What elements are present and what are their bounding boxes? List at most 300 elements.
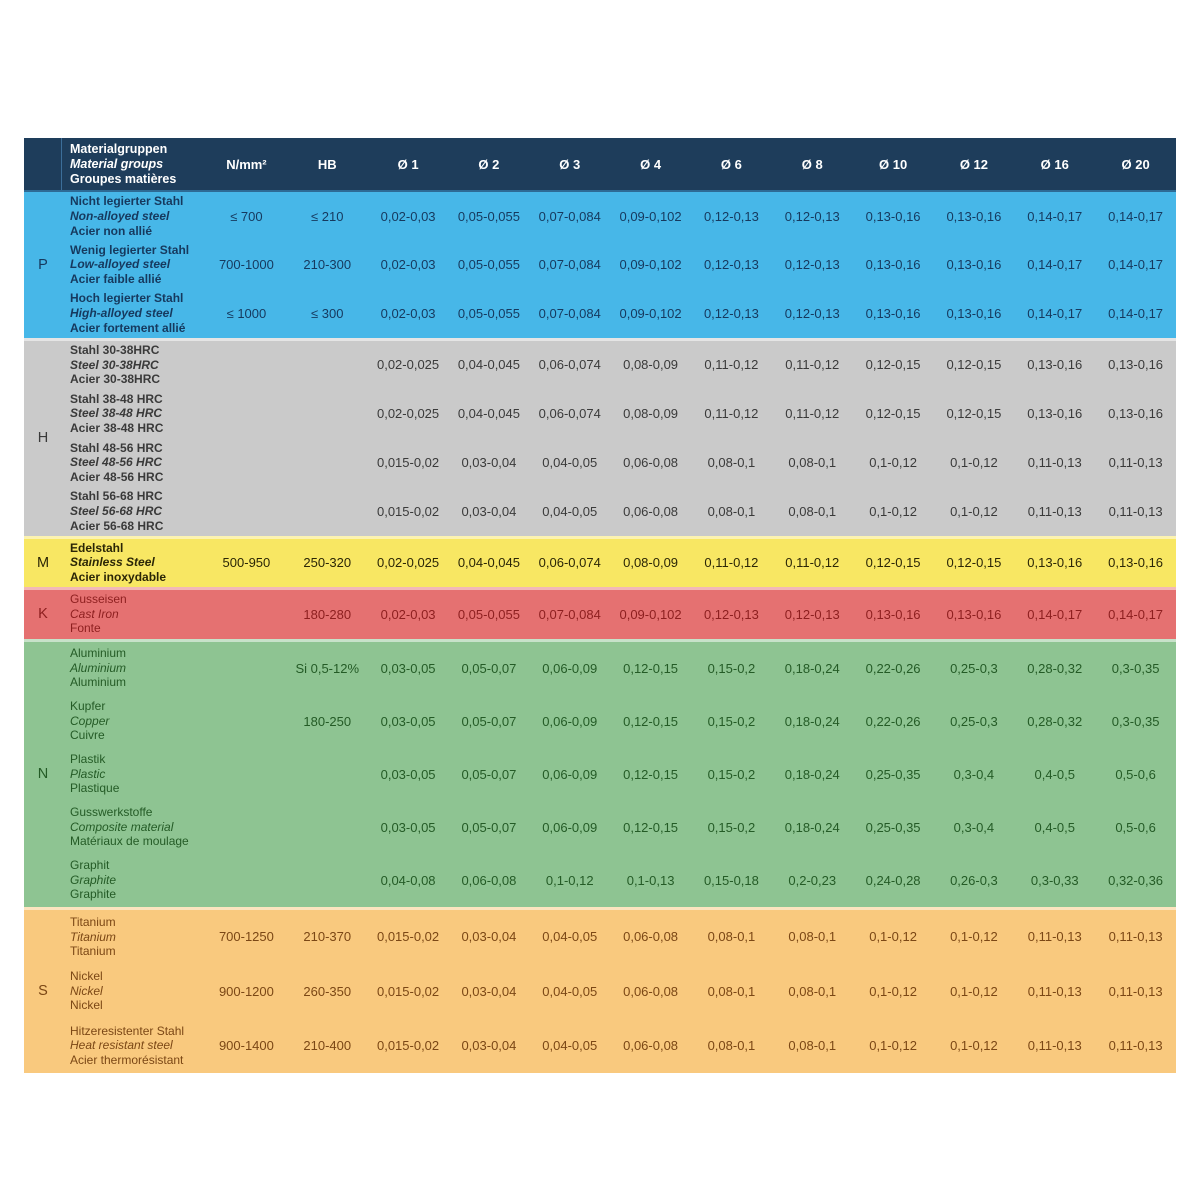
feed-value-d12: 0,12-0,15	[946, 357, 1002, 373]
material-label-fr: Acier thermorésistant	[70, 1052, 184, 1067]
header-diameter-Ø12: Ø 12	[959, 156, 988, 172]
material-label-de: Stahl 48-56 HRC	[70, 440, 163, 455]
material-groups-table	[24, 138, 1176, 1073]
material-label-fr: Acier 38-48 HRC	[70, 420, 164, 435]
feed-value-d2: 0,06-0,08	[461, 872, 517, 888]
feed-value-d8: 0,18-0,24	[784, 660, 840, 676]
feed-value-d16: 0,28-0,32	[1027, 713, 1083, 729]
material-name-cell	[62, 243, 206, 287]
feed-value-d3: 0,06-0,074	[538, 406, 601, 422]
material-label-fr: Aluminium	[70, 675, 127, 690]
feed-value-d20: 0,3-0,35	[1111, 660, 1160, 676]
feed-value-d10: 0,1-0,12	[869, 983, 917, 999]
feed-value-d12: 0,13-0,16	[946, 257, 1002, 273]
material-name-cell	[62, 915, 206, 959]
feed-value-d12: 0,1-0,12	[950, 503, 998, 519]
table-row	[24, 748, 1176, 801]
hb-value: 250-320	[303, 555, 352, 571]
feed-value-d8: 0,12-0,13	[784, 606, 840, 622]
feed-value-d20: 0,13-0,16	[1108, 555, 1164, 571]
feed-value-d16: 0,13-0,16	[1027, 555, 1083, 571]
material-name-cell	[62, 752, 206, 796]
feed-value-d6: 0,11-0,12	[704, 406, 759, 422]
hb-value: 180-280	[303, 606, 352, 622]
material-label-en: Aluminium	[70, 660, 127, 675]
material-label-de: Titanium	[70, 914, 116, 929]
feed-value-d1: 0,03-0,05	[380, 819, 436, 835]
feed-value-d4: 0,12-0,15	[623, 766, 679, 782]
feed-value-d6: 0,08-0,1	[707, 454, 756, 470]
section-H	[24, 338, 1176, 536]
feed-value-d10: 0,12-0,15	[865, 357, 921, 373]
feed-value-d16: 0,14-0,17	[1027, 305, 1083, 321]
feed-value-d8: 0,08-0,1	[788, 983, 837, 999]
nmm2-value: 700-1250	[218, 929, 274, 945]
feed-value-d1: 0,02-0,025	[376, 357, 440, 373]
material-label-en: High-alloyed steel	[70, 305, 173, 320]
feed-value-d1: 0,03-0,05	[380, 766, 436, 782]
material-name-cell	[62, 699, 206, 743]
feed-value-d12: 0,12-0,15	[946, 555, 1002, 571]
feed-value-d3: 0,04-0,05	[542, 983, 598, 999]
header-diameter-Ø4: Ø 4	[640, 156, 662, 172]
material-label-de: Edelstahl	[70, 540, 124, 555]
feed-value-d16: 0,28-0,32	[1027, 660, 1083, 676]
material-label-fr: Acier faible allié	[70, 272, 162, 287]
feed-value-d6: 0,15-0,2	[707, 766, 756, 782]
material-label-de: Hitzeresistenter Stahl	[70, 1023, 185, 1038]
feed-value-d2: 0,05-0,07	[461, 713, 517, 729]
table-row	[24, 854, 1176, 907]
hb-value: ≤ 210	[311, 208, 344, 224]
group-letter-N: N	[37, 766, 49, 783]
header-diameter-Ø10: Ø 10	[878, 156, 908, 172]
feed-value-d20: 0,32-0,36	[1108, 872, 1164, 888]
feed-value-d8: 0,11-0,12	[785, 357, 840, 373]
feed-value-d6: 0,15-0,2	[707, 713, 756, 729]
feed-value-d4: 0,09-0,102	[619, 257, 682, 273]
table-row	[24, 389, 1176, 438]
material-label-de: Nicht legierter Stahl	[70, 194, 184, 209]
feed-value-d1: 0,02-0,025	[376, 555, 440, 571]
feed-value-d6: 0,08-0,1	[707, 503, 756, 519]
feed-value-d20: 0,11-0,13	[1108, 1037, 1163, 1053]
feed-value-d2: 0,04-0,045	[457, 357, 520, 373]
feed-value-d10: 0,24-0,28	[865, 872, 921, 888]
header-diameter-Ø1: Ø 1	[397, 156, 419, 172]
material-name-cell	[62, 392, 206, 436]
material-name-cell	[62, 646, 206, 690]
feed-value-d8: 0,12-0,13	[784, 305, 840, 321]
feed-value-d12: 0,13-0,16	[946, 606, 1002, 622]
material-label-fr: Acier non allié	[70, 223, 153, 238]
material-label-en: Cast Iron	[70, 606, 119, 621]
feed-value-d20: 0,11-0,13	[1108, 503, 1163, 519]
material-label-fr: Nickel	[70, 998, 103, 1013]
feed-value-d2: 0,03-0,04	[461, 1037, 517, 1053]
feed-value-d12: 0,1-0,12	[950, 454, 998, 470]
material-name-cell	[62, 291, 206, 335]
material-label-en: Low-alloyed steel	[70, 257, 171, 272]
material-label-de: Gusswerkstoffe	[70, 805, 153, 820]
feed-value-d2: 0,05-0,055	[457, 208, 520, 224]
feed-value-d6: 0,12-0,13	[703, 208, 759, 224]
material-name-cell	[62, 541, 206, 585]
feed-value-d1: 0,02-0,03	[380, 305, 436, 321]
header-nmm2: N/mm²	[226, 156, 267, 172]
feed-value-d6: 0,08-0,1	[707, 929, 756, 945]
nmm2-value: 900-1400	[218, 1037, 274, 1053]
material-name-cell	[62, 194, 206, 238]
material-name-cell	[62, 969, 206, 1013]
feed-value-d16: 0,11-0,13	[1027, 454, 1082, 470]
feed-value-d4: 0,06-0,08	[623, 503, 679, 519]
feed-value-d10: 0,12-0,15	[865, 406, 921, 422]
feed-value-d2: 0,05-0,055	[457, 606, 520, 622]
feed-value-d1: 0,015-0,02	[376, 983, 440, 999]
feed-value-d3: 0,06-0,09	[542, 713, 598, 729]
feed-value-d3: 0,06-0,09	[542, 660, 598, 676]
feed-value-d1: 0,015-0,02	[376, 1037, 440, 1053]
feed-value-d6: 0,12-0,13	[703, 606, 759, 622]
feed-value-d10: 0,1-0,12	[869, 1037, 917, 1053]
feed-value-d1: 0,02-0,03	[380, 606, 436, 622]
feed-value-d16: 0,11-0,13	[1027, 1037, 1082, 1053]
feed-value-d3: 0,06-0,09	[542, 766, 598, 782]
feed-value-d6: 0,11-0,12	[704, 357, 759, 373]
feed-value-d4: 0,09-0,102	[619, 606, 682, 622]
feed-value-d16: 0,11-0,13	[1027, 503, 1082, 519]
feed-value-d10: 0,22-0,26	[865, 660, 921, 676]
feed-value-d2: 0,04-0,045	[457, 555, 520, 571]
hb-value: 180-250	[303, 713, 352, 729]
feed-value-d6: 0,15-0,2	[707, 660, 756, 676]
feed-value-d2: 0,05-0,07	[461, 819, 517, 835]
material-label-en: Graphite	[70, 872, 117, 887]
feed-value-d6: 0,15-0,2	[707, 819, 756, 835]
material-label-fr: Graphite	[70, 887, 117, 902]
feed-value-d2: 0,03-0,04	[461, 454, 517, 470]
table-row	[24, 539, 1176, 587]
material-name-cell	[62, 441, 206, 485]
table-header-row	[24, 138, 1176, 192]
feed-value-d8: 0,12-0,13	[784, 208, 840, 224]
section-M	[24, 536, 1176, 587]
feed-value-d4: 0,06-0,08	[623, 929, 679, 945]
hb-value: 210-400	[303, 1037, 352, 1053]
nmm2-value: ≤ 1000	[226, 305, 267, 321]
feed-value-d8: 0,08-0,1	[788, 503, 837, 519]
feed-value-d4: 0,09-0,102	[619, 305, 682, 321]
feed-value-d20: 0,14-0,17	[1108, 257, 1164, 273]
feed-value-d16: 0,3-0,33	[1030, 872, 1079, 888]
feed-value-d1: 0,015-0,02	[376, 454, 440, 470]
table-row	[24, 241, 1176, 290]
feed-value-d10: 0,22-0,26	[865, 713, 921, 729]
feed-value-d16: 0,13-0,16	[1027, 357, 1083, 373]
material-label-en: Composite material	[70, 819, 174, 834]
material-label-de: Wenig legierter Stahl	[70, 242, 190, 257]
table-row	[24, 192, 1176, 241]
feed-value-d2: 0,05-0,07	[461, 660, 517, 676]
hb-value: 210-370	[303, 929, 352, 945]
feed-value-d20: 0,11-0,13	[1108, 929, 1163, 945]
feed-value-d20: 0,11-0,13	[1108, 454, 1163, 470]
material-label-fr: Cuivre	[70, 728, 105, 743]
header-material-en: Material groups	[70, 156, 164, 171]
feed-value-d16: 0,14-0,17	[1027, 257, 1083, 273]
table-row	[24, 801, 1176, 854]
feed-value-d8: 0,08-0,1	[788, 929, 837, 945]
feed-value-d12: 0,1-0,12	[950, 983, 998, 999]
feed-value-d10: 0,25-0,35	[865, 766, 921, 782]
feed-value-d20: 0,5-0,6	[1115, 819, 1156, 835]
feed-value-d8: 0,18-0,24	[784, 819, 840, 835]
material-label-de: Hoch legierter Stahl	[70, 291, 184, 306]
nmm2-value: 700-1000	[218, 257, 274, 273]
section-S	[24, 907, 1176, 1073]
feed-value-d3: 0,07-0,084	[538, 305, 601, 321]
feed-value-d10: 0,13-0,16	[865, 305, 921, 321]
material-label-de: Nickel	[70, 969, 103, 984]
feed-value-d12: 0,1-0,12	[950, 1037, 998, 1053]
feed-value-d3: 0,04-0,05	[542, 1037, 598, 1053]
feed-value-d4: 0,12-0,15	[623, 713, 679, 729]
material-label-en: Nickel	[70, 983, 103, 998]
group-letter-P: P	[38, 256, 48, 273]
material-name-cell	[62, 858, 206, 902]
material-label-en: Steel 30-38HRC	[70, 357, 159, 372]
header-diameter-Ø16: Ø 16	[1040, 156, 1069, 172]
header-material-fr: Groupes matières	[70, 171, 177, 186]
feed-value-d8: 0,2-0,23	[788, 872, 837, 888]
feed-value-d12: 0,25-0,3	[950, 660, 998, 676]
feed-value-d8: 0,11-0,12	[785, 555, 840, 571]
feed-value-d4: 0,06-0,08	[623, 454, 679, 470]
feed-value-d4: 0,08-0,09	[623, 357, 679, 373]
header-letter-column-cell	[24, 138, 62, 190]
feed-value-d4: 0,09-0,102	[619, 208, 682, 224]
feed-value-d1: 0,015-0,02	[376, 503, 440, 519]
material-label-fr: Acier inoxydable	[70, 569, 167, 584]
feed-value-d6: 0,08-0,1	[707, 983, 756, 999]
feed-value-d20: 0,3-0,35	[1111, 713, 1160, 729]
feed-value-d1: 0,03-0,05	[380, 713, 436, 729]
table-row	[24, 1018, 1176, 1072]
feed-value-d16: 0,11-0,13	[1027, 983, 1082, 999]
table-row	[24, 590, 1176, 639]
header-diameter-Ø3: Ø 3	[559, 156, 581, 172]
feed-value-d10: 0,1-0,12	[869, 503, 917, 519]
material-label-fr: Matériaux de moulage	[70, 834, 189, 849]
feed-value-d2: 0,03-0,04	[461, 929, 517, 945]
header-diameter-Ø6: Ø 6	[720, 156, 742, 172]
feed-value-d10: 0,1-0,12	[869, 454, 917, 470]
feed-value-d3: 0,1-0,12	[545, 872, 594, 888]
nmm2-value: 500-950	[222, 555, 271, 571]
feed-value-d8: 0,11-0,12	[785, 406, 840, 422]
feed-value-d8: 0,18-0,24	[784, 713, 840, 729]
feed-value-d20: 0,13-0,16	[1108, 406, 1164, 422]
material-label-en: Non-alloyed steel	[70, 208, 170, 223]
section-K	[24, 587, 1176, 639]
feed-value-d16: 0,14-0,17	[1027, 606, 1083, 622]
feed-value-d12: 0,13-0,16	[946, 305, 1002, 321]
feed-value-d3: 0,06-0,074	[538, 555, 601, 571]
feed-value-d12: 0,25-0,3	[950, 713, 998, 729]
feed-value-d4: 0,06-0,08	[623, 1037, 679, 1053]
nmm2-value: 900-1200	[218, 983, 274, 999]
nmm2-value: ≤ 700	[230, 208, 263, 224]
feed-value-d10: 0,13-0,16	[865, 257, 921, 273]
feed-value-d4: 0,1-0,13	[626, 872, 675, 888]
feed-value-d2: 0,05-0,07	[461, 766, 517, 782]
material-name-cell	[62, 343, 206, 387]
hb-value: Si 0,5-12%	[295, 660, 360, 676]
feed-value-d6: 0,08-0,1	[707, 1037, 756, 1053]
header-diameter-Ø8: Ø 8	[801, 156, 823, 172]
header-diameter-Ø20: Ø 20	[1121, 156, 1150, 172]
material-label-fr: Acier 30-38HRC	[70, 372, 161, 387]
feed-value-d1: 0,04-0,08	[380, 872, 436, 888]
feed-value-d6: 0,12-0,13	[703, 257, 759, 273]
feed-value-d16: 0,13-0,16	[1027, 406, 1083, 422]
material-label-en: Stainless Steel	[70, 555, 155, 570]
hb-value: 260-350	[303, 983, 352, 999]
group-letter-S: S	[38, 983, 48, 1000]
material-label-en: Steel 38-48 HRC	[70, 406, 163, 421]
header-hb: HB	[317, 156, 337, 172]
hb-value: 210-300	[303, 257, 352, 273]
table-row	[24, 289, 1176, 338]
header-material-de: Materialgruppen	[70, 141, 168, 156]
table-row	[24, 438, 1176, 487]
material-label-en: Titanium	[70, 929, 116, 944]
feed-value-d10: 0,13-0,16	[865, 606, 921, 622]
material-label-de: Plastik	[70, 752, 106, 767]
feed-value-d6: 0,11-0,12	[704, 555, 759, 571]
feed-value-d10: 0,12-0,15	[865, 555, 921, 571]
section-P	[24, 192, 1176, 338]
material-name-cell	[62, 489, 206, 533]
material-name-cell	[62, 805, 206, 849]
table-body	[24, 192, 1176, 1073]
feed-value-d4: 0,08-0,09	[623, 555, 679, 571]
feed-value-d3: 0,07-0,084	[538, 606, 601, 622]
feed-value-d4: 0,08-0,09	[623, 406, 679, 422]
feed-value-d12: 0,3-0,4	[953, 819, 995, 835]
material-label-de: Stahl 56-68 HRC	[70, 489, 163, 504]
material-label-fr: Titanium	[70, 944, 116, 959]
feed-value-d20: 0,14-0,17	[1108, 208, 1164, 224]
feed-value-d8: 0,12-0,13	[784, 257, 840, 273]
group-letter-M: M	[36, 554, 50, 571]
table-row	[24, 642, 1176, 695]
feed-value-d1: 0,03-0,05	[380, 660, 436, 676]
feed-value-d16: 0,4-0,5	[1034, 766, 1075, 782]
feed-value-d2: 0,05-0,055	[457, 305, 520, 321]
feed-value-d12: 0,3-0,4	[953, 766, 995, 782]
feed-value-d16: 0,4-0,5	[1034, 819, 1075, 835]
table-row	[24, 964, 1176, 1018]
feed-value-d3: 0,04-0,05	[542, 454, 598, 470]
material-label-fr: Fonte	[70, 621, 101, 636]
feed-value-d3: 0,04-0,05	[542, 503, 598, 519]
group-letter-K: K	[38, 606, 48, 623]
hb-value: ≤ 300	[311, 305, 344, 321]
table-row	[24, 910, 1176, 964]
material-label-de: Kupfer	[70, 699, 106, 714]
feed-value-d10: 0,1-0,12	[869, 929, 917, 945]
feed-value-d12: 0,1-0,12	[950, 929, 998, 945]
feed-value-d1: 0,02-0,03	[380, 257, 436, 273]
feed-value-d12: 0,26-0,3	[950, 872, 998, 888]
feed-value-d2: 0,03-0,04	[461, 503, 517, 519]
table-row	[24, 487, 1176, 536]
material-label-de: Stahl 30-38HRC	[70, 343, 160, 357]
feed-value-d12: 0,13-0,16	[946, 208, 1002, 224]
feed-value-d6: 0,12-0,13	[703, 305, 759, 321]
section-N	[24, 639, 1176, 907]
material-label-fr: Acier fortement allié	[70, 320, 186, 335]
feed-value-d4: 0,12-0,15	[623, 819, 679, 835]
feed-value-d16: 0,11-0,13	[1027, 929, 1082, 945]
material-label-de: Gusseisen	[70, 592, 127, 607]
feed-value-d2: 0,03-0,04	[461, 983, 517, 999]
header-diameter-Ø2: Ø 2	[478, 156, 500, 172]
feed-value-d8: 0,18-0,24	[784, 766, 840, 782]
feed-value-d2: 0,05-0,055	[457, 257, 520, 273]
feed-value-d8: 0,08-0,1	[788, 454, 837, 470]
feed-value-d8: 0,08-0,1	[788, 1037, 837, 1053]
material-name-cell	[62, 1024, 206, 1068]
material-label-fr: Acier 56-68 HRC	[70, 518, 164, 533]
table-row	[24, 341, 1176, 390]
feed-value-d20: 0,5-0,6	[1115, 766, 1156, 782]
material-label-de: Graphit	[70, 858, 110, 873]
feed-value-d20: 0,14-0,17	[1108, 305, 1164, 321]
feed-value-d20: 0,13-0,16	[1108, 357, 1164, 373]
group-letter-H: H	[37, 430, 49, 447]
feed-value-d20: 0,11-0,13	[1108, 983, 1163, 999]
material-label-de: Aluminium	[70, 646, 127, 661]
feed-value-d10: 0,25-0,35	[865, 819, 921, 835]
feed-value-d2: 0,04-0,045	[457, 406, 520, 422]
feed-value-d3: 0,04-0,05	[542, 929, 598, 945]
material-name-cell	[62, 592, 206, 636]
material-label-en: Heat resistant steel	[70, 1038, 173, 1053]
feed-value-d16: 0,14-0,17	[1027, 208, 1083, 224]
feed-value-d3: 0,07-0,084	[538, 208, 601, 224]
feed-value-d1: 0,02-0,025	[376, 406, 440, 422]
feed-value-d10: 0,13-0,16	[865, 208, 921, 224]
feed-value-d6: 0,15-0,18	[703, 872, 759, 888]
feed-value-d4: 0,12-0,15	[623, 660, 679, 676]
material-label-en: Steel 56-68 HRC	[70, 503, 163, 518]
material-label-en: Steel 48-56 HRC	[70, 455, 163, 470]
material-label-en: Plastic	[70, 766, 106, 781]
material-label-de: Stahl 38-48 HRC	[70, 391, 163, 406]
material-label-en: Copper	[70, 713, 110, 728]
material-label-fr: Plastique	[70, 781, 120, 796]
feed-value-d3: 0,07-0,084	[538, 257, 601, 273]
feed-value-d1: 0,02-0,03	[380, 208, 436, 224]
feed-value-d20: 0,14-0,17	[1108, 606, 1164, 622]
table-row	[24, 695, 1176, 748]
feed-value-d12: 0,12-0,15	[946, 406, 1002, 422]
header-material-cell	[62, 142, 206, 187]
feed-value-d3: 0,06-0,09	[542, 819, 598, 835]
